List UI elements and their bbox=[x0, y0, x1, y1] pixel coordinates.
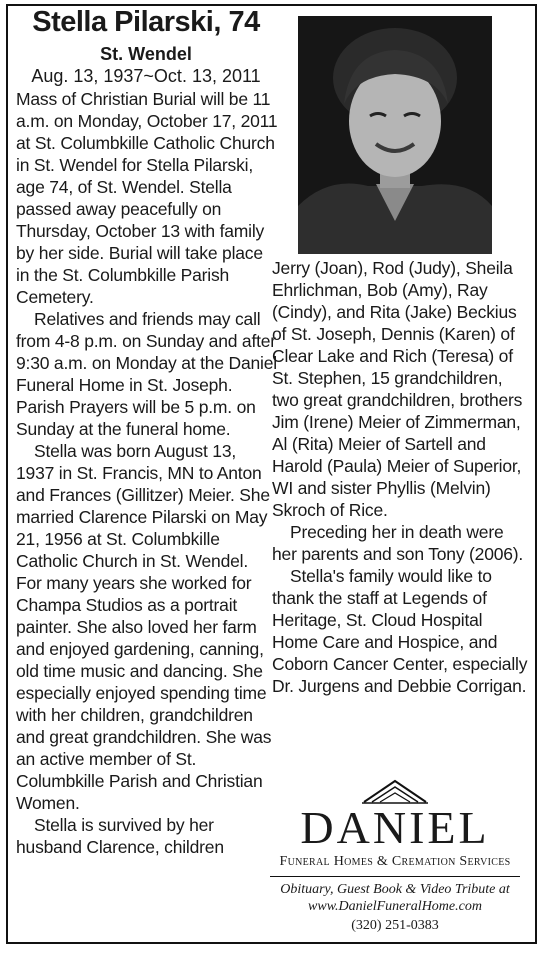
paragraph-thanks: Stella's family would like to thank the staff at Legends of Heritage, St. Cloud Hospital Home Care and Hospice, and Coborn Cancer Center, especially Dr. Jurgens and Debbie Corrigan. bbox=[272, 566, 528, 696]
phone-number: (320) 251-0383 bbox=[351, 918, 439, 933]
obituary-dates: Aug. 13, 1937~Oct. 13, 2011 bbox=[31, 66, 261, 86]
paragraph-visitation: Relatives and friends may call from 4-8 p.m. on Sunday and after 9:30 a.m. on Monday at the Daniel Funeral Home in St. Joseph. Parish Prayers will be 5 p.m. on Sunday at the funeral home. bbox=[16, 309, 277, 439]
house-roof-icon bbox=[360, 778, 430, 804]
obituary-left-column bbox=[16, 88, 278, 858]
portrait-icon bbox=[298, 16, 492, 254]
obituary-right-column bbox=[272, 257, 528, 697]
divider bbox=[270, 876, 520, 877]
paragraph-preceded: Preceding her in death were her parents and son Tony (2006). bbox=[272, 522, 524, 564]
paragraph-burial: Mass of Christian Burial will be 11 a.m. on Monday, October 17, 2011 at St. Columbkille Catholic Church in St. Wendel for Stella Pilarski, age 74, of St. Wendel. Stella passed away peacefully on Thursday, October 13 with family by her side. Burial will take place in the St. Columbkille Parish Cemetery. bbox=[16, 89, 278, 307]
paragraph-biography: Stella was born August 13, 1937 in St. Francis, MN to Anton and Frances (Gillitzer) Meier. She married Clarence Pilarski on May 21, 1956 at St. Columbkille Catholic Church in St. Wendel. For many years she worked for Champa Studios as a portrait painter. She also loved her farm and enjoyed gardening, canning, old time music and dancing. She especially enjoyed spending time with her children, grandchildren and great grandchildren. She was an active member of St. Columbkille Parish and Christian Women. bbox=[16, 441, 272, 813]
funeral-home-logo bbox=[255, 778, 535, 934]
tribute-line-1: Obituary, Guest Book & Video Tribute at bbox=[280, 882, 510, 897]
funeral-home-services: Funeral Homes & Cremation Services bbox=[279, 854, 511, 869]
funeral-home-name: DANIEL bbox=[300, 802, 490, 853]
obituary-name: Stella Pilarski, 74 bbox=[32, 6, 260, 38]
obituary-place: St. Wendel bbox=[100, 44, 192, 64]
portrait-photo bbox=[298, 16, 492, 254]
website-link[interactable]: www.DanielFuneralHome.com bbox=[308, 899, 482, 914]
paragraph-survivors: Jerry (Joan), Rod (Judy), Sheila Ehrlichman, Bob (Amy), Ray (Cindy), and Rita (Jake) Beckius of St. Joseph, Dennis (Karen) of Clear Lake and Rich (Teresa) of St. Stephen, 15 grandchildren, two great grandchildren, brothers Jim (Irene) Meier of Zimmerman, Al (Rita) Meier of Sartell and Harold (Paula) Meier of Superior, WI and sister Phyllis (Melvin) Skroch of Rice. bbox=[272, 258, 523, 520]
paragraph-survivors-start: Stella is survived by her husband Clarence, children bbox=[16, 815, 224, 857]
